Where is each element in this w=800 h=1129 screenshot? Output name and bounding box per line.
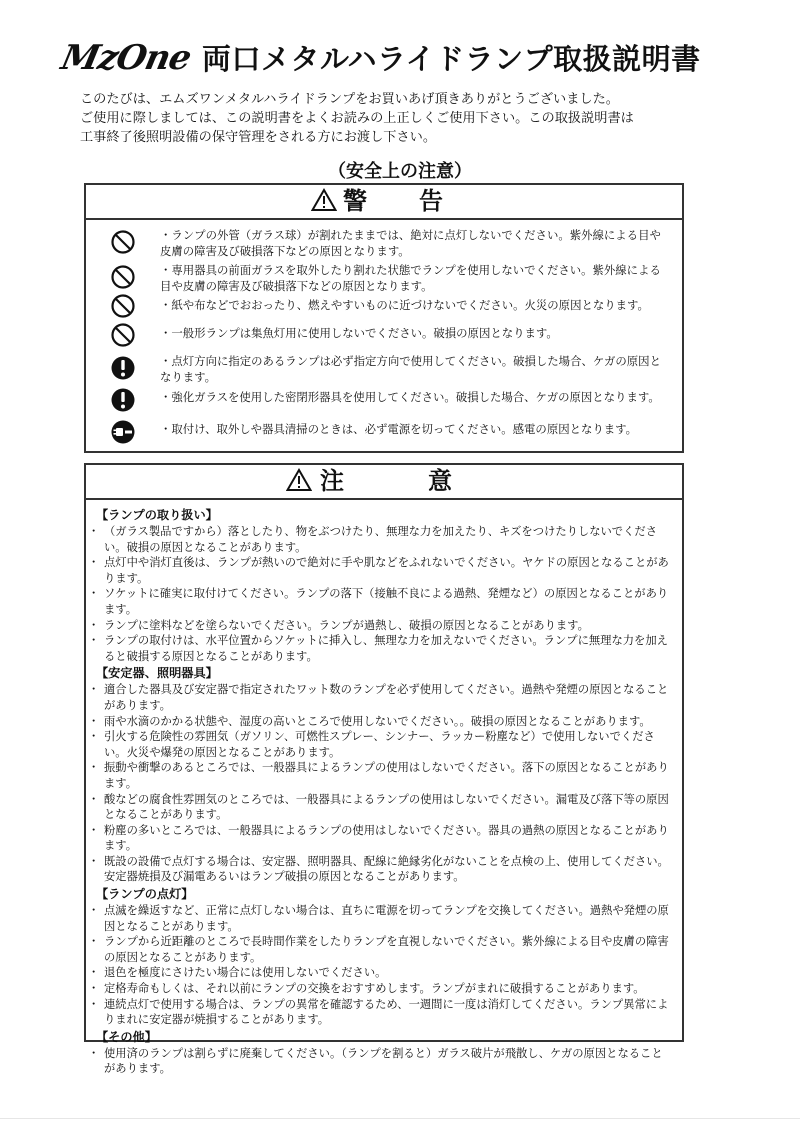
section-heading: 【その他】 [96,1029,157,1044]
warning-text: ・ランプの外管（ガラス球）が割れたままでは、絶対に点灯しないでください。紫外線による目や皮膚の障害及び破損落下などの原因となります。 [160,228,661,258]
section-heading: 【ランプの取り扱い】 [96,508,218,522]
mandatory-icon [110,355,136,381]
caution-item: ・ 点滅を繰返すなど、正常に点灯しない場合は、直ちに電源を切ってランプを交換してください。過熱や発煙の原因となることがあります。 [96,903,670,934]
header [57,38,742,86]
prohibition-icon [110,229,136,255]
prohibition-icon [110,293,136,319]
warning-item [100,389,672,417]
caution-item: ・ 雨や水滴のかかる状態や、湿度の高いところで使用しないでください。。破損の原因となることがあります。 [96,714,670,730]
caution-item: ・ 退色を極度にさけたい場合には使用しないでください。 [96,965,670,981]
caution-triangle-icon [286,468,312,501]
caution-item: ・ ソケットに確実に取付けてください。ランプの落下（接触不良による過熱、発煙など）の原因となることがあります。 [96,586,670,617]
intro-line: ご使用に際しましては、この説明書をよくお読みの上正しくご使用下さい。この取扱説明書は [80,111,634,126]
warning-triangle-icon [311,188,337,221]
warning-item [100,325,672,353]
warning-item [100,227,672,261]
warning-text: ・専用器具の前面ガラスを取外したり割れた状態でランプを使用しないでください。紫外線による目や皮膚の障害及び破損落下などの原因となります。 [160,263,661,293]
caution-heading [86,465,682,500]
caution-item: ・ 連続点灯で使用する場合は、ランプの異常を確認するため、一週間に一度は消灯してください。ランプ異常によりまれに安定器が焼損することがあります。 [96,997,670,1028]
brand-logo: MzOne [57,38,195,78]
prohibition-icon [110,322,136,348]
prohibition-icon [110,264,136,290]
caution-item: ・ 点灯中や消灯直後は、ランプが熱いので絶対に手や肌などをふれないでください。ヤケドの原因となることがあります。 [96,555,670,586]
intro-line: このたびは、エムズワンメタルハライドランプをお買いあげ頂きありがとうございました。 [80,92,619,107]
warning-box [84,183,684,453]
caution-item: ・ 引火する危険性の雰囲気（ガソリン、可燃性スプレー、シンナー、ラッカー粉塵など）で使用しないでください。火災や爆発の原因となることがあります。 [96,729,670,760]
intro-line: 工事終了後照明設備の保守管理をされる方にお渡し下さい。 [80,130,437,145]
caution-item: ・ 定格寿命もしくは、それ以前にランプの交換をおすすめします。ランプがまれに破損することがあります。 [96,981,670,997]
safety-section-title: （安全上の注意） [328,161,472,182]
section-heading: 【安定器、照明器具】 [96,666,218,681]
warning-item [100,262,672,296]
caution-item: ・ 使用済のランプは割らずに廃棄してください。（ランプを割ると）ガラス破片が飛散し、ケガの原因となることがあります。 [96,1046,670,1077]
caution-item: ・ 振動や衝撃のあるところでは、一般器具によるランプの使用はしないでください。落下の原因となることがあります。 [96,760,670,791]
warning-text: ・取付け、取外しや器具清掃のときは、必ず電源を切ってください。感電の原因となります。 [160,422,638,436]
intro-paragraph [80,90,720,147]
caution-box [84,463,684,1076]
mandatory-icon [110,387,136,413]
unplug-icon [110,419,136,445]
caution-item: ・ 適合した器具及び安定器で指定されたワット数のランプを必ず使用してください。過熱や発煙の原因となることがあります。 [96,682,670,713]
warning-item [100,421,672,449]
caution-item: ・ ランプから近距離のところで長時間作業をしたりランプを直視しないでください。紫外線による目や皮膚の障害の原因となることがあります。 [96,934,670,965]
caution-item: ・ （ガラス製品ですから）落としたり、物をぶつけたり、無理な力を加えたり、キズをつけたりしないでください。破損の原因となることがあります。 [96,524,670,555]
warning-heading-text: 警 告 [343,187,457,215]
section-heading: 【ランプの点灯】 [96,887,194,902]
warning-text: ・点灯方向に指定のあるランプは必ず指定方向で使用してください。破損した場合、ケガの原因となります。 [160,354,661,384]
caution-body [96,506,670,1077]
page-title: 両口メタルハライドランプ取扱説明書 [202,42,701,76]
caution-item: ・ 粉塵の多いところでは、一般器具によるランプの使用はしないでください。器具の過熱の原因となることがあります。 [96,823,670,854]
warning-text: ・紙や布などでおおったり、燃えやすいものに近づけないでください。火災の原因となります。 [160,298,649,312]
caution-item: ・ ランプの取付けは、水平位置からソケットに挿入し、無理な力を加えないでください。ランプに無理な力を加えると破損する原因となることがあります。 [96,633,670,664]
warning-text: ・強化ガラスを使用した密閉形器具を使用してください。破損した場合、ケガの原因となります。 [160,390,660,404]
warning-heading [86,185,682,220]
caution-item: ・ ランプに塗料などを塗らないでください。ランプが過熱し、破損の原因となることがあります。 [96,618,670,634]
warning-text: ・一般形ランプは集魚灯用に使用しないでください。破損の原因となります。 [160,326,558,340]
caution-heading-text: 注 意 [320,467,482,495]
caution-item: ・ 酸などの腐食性雰囲気のところでは、一般器具によるランプの使用はしないでください。漏電及び落下等の原因となることがあります。 [96,792,670,823]
caution-item: ・ 既設の設備で点灯する場合は、安定器、照明器具、配線に絶縁劣化がないことを点検の上、使用してください。安定器焼損及び漏電あるいはランプ破損の原因となることがあります。 [96,854,670,885]
warning-item [100,353,672,387]
warning-item [100,297,672,325]
page-edge-divider [0,1118,800,1119]
